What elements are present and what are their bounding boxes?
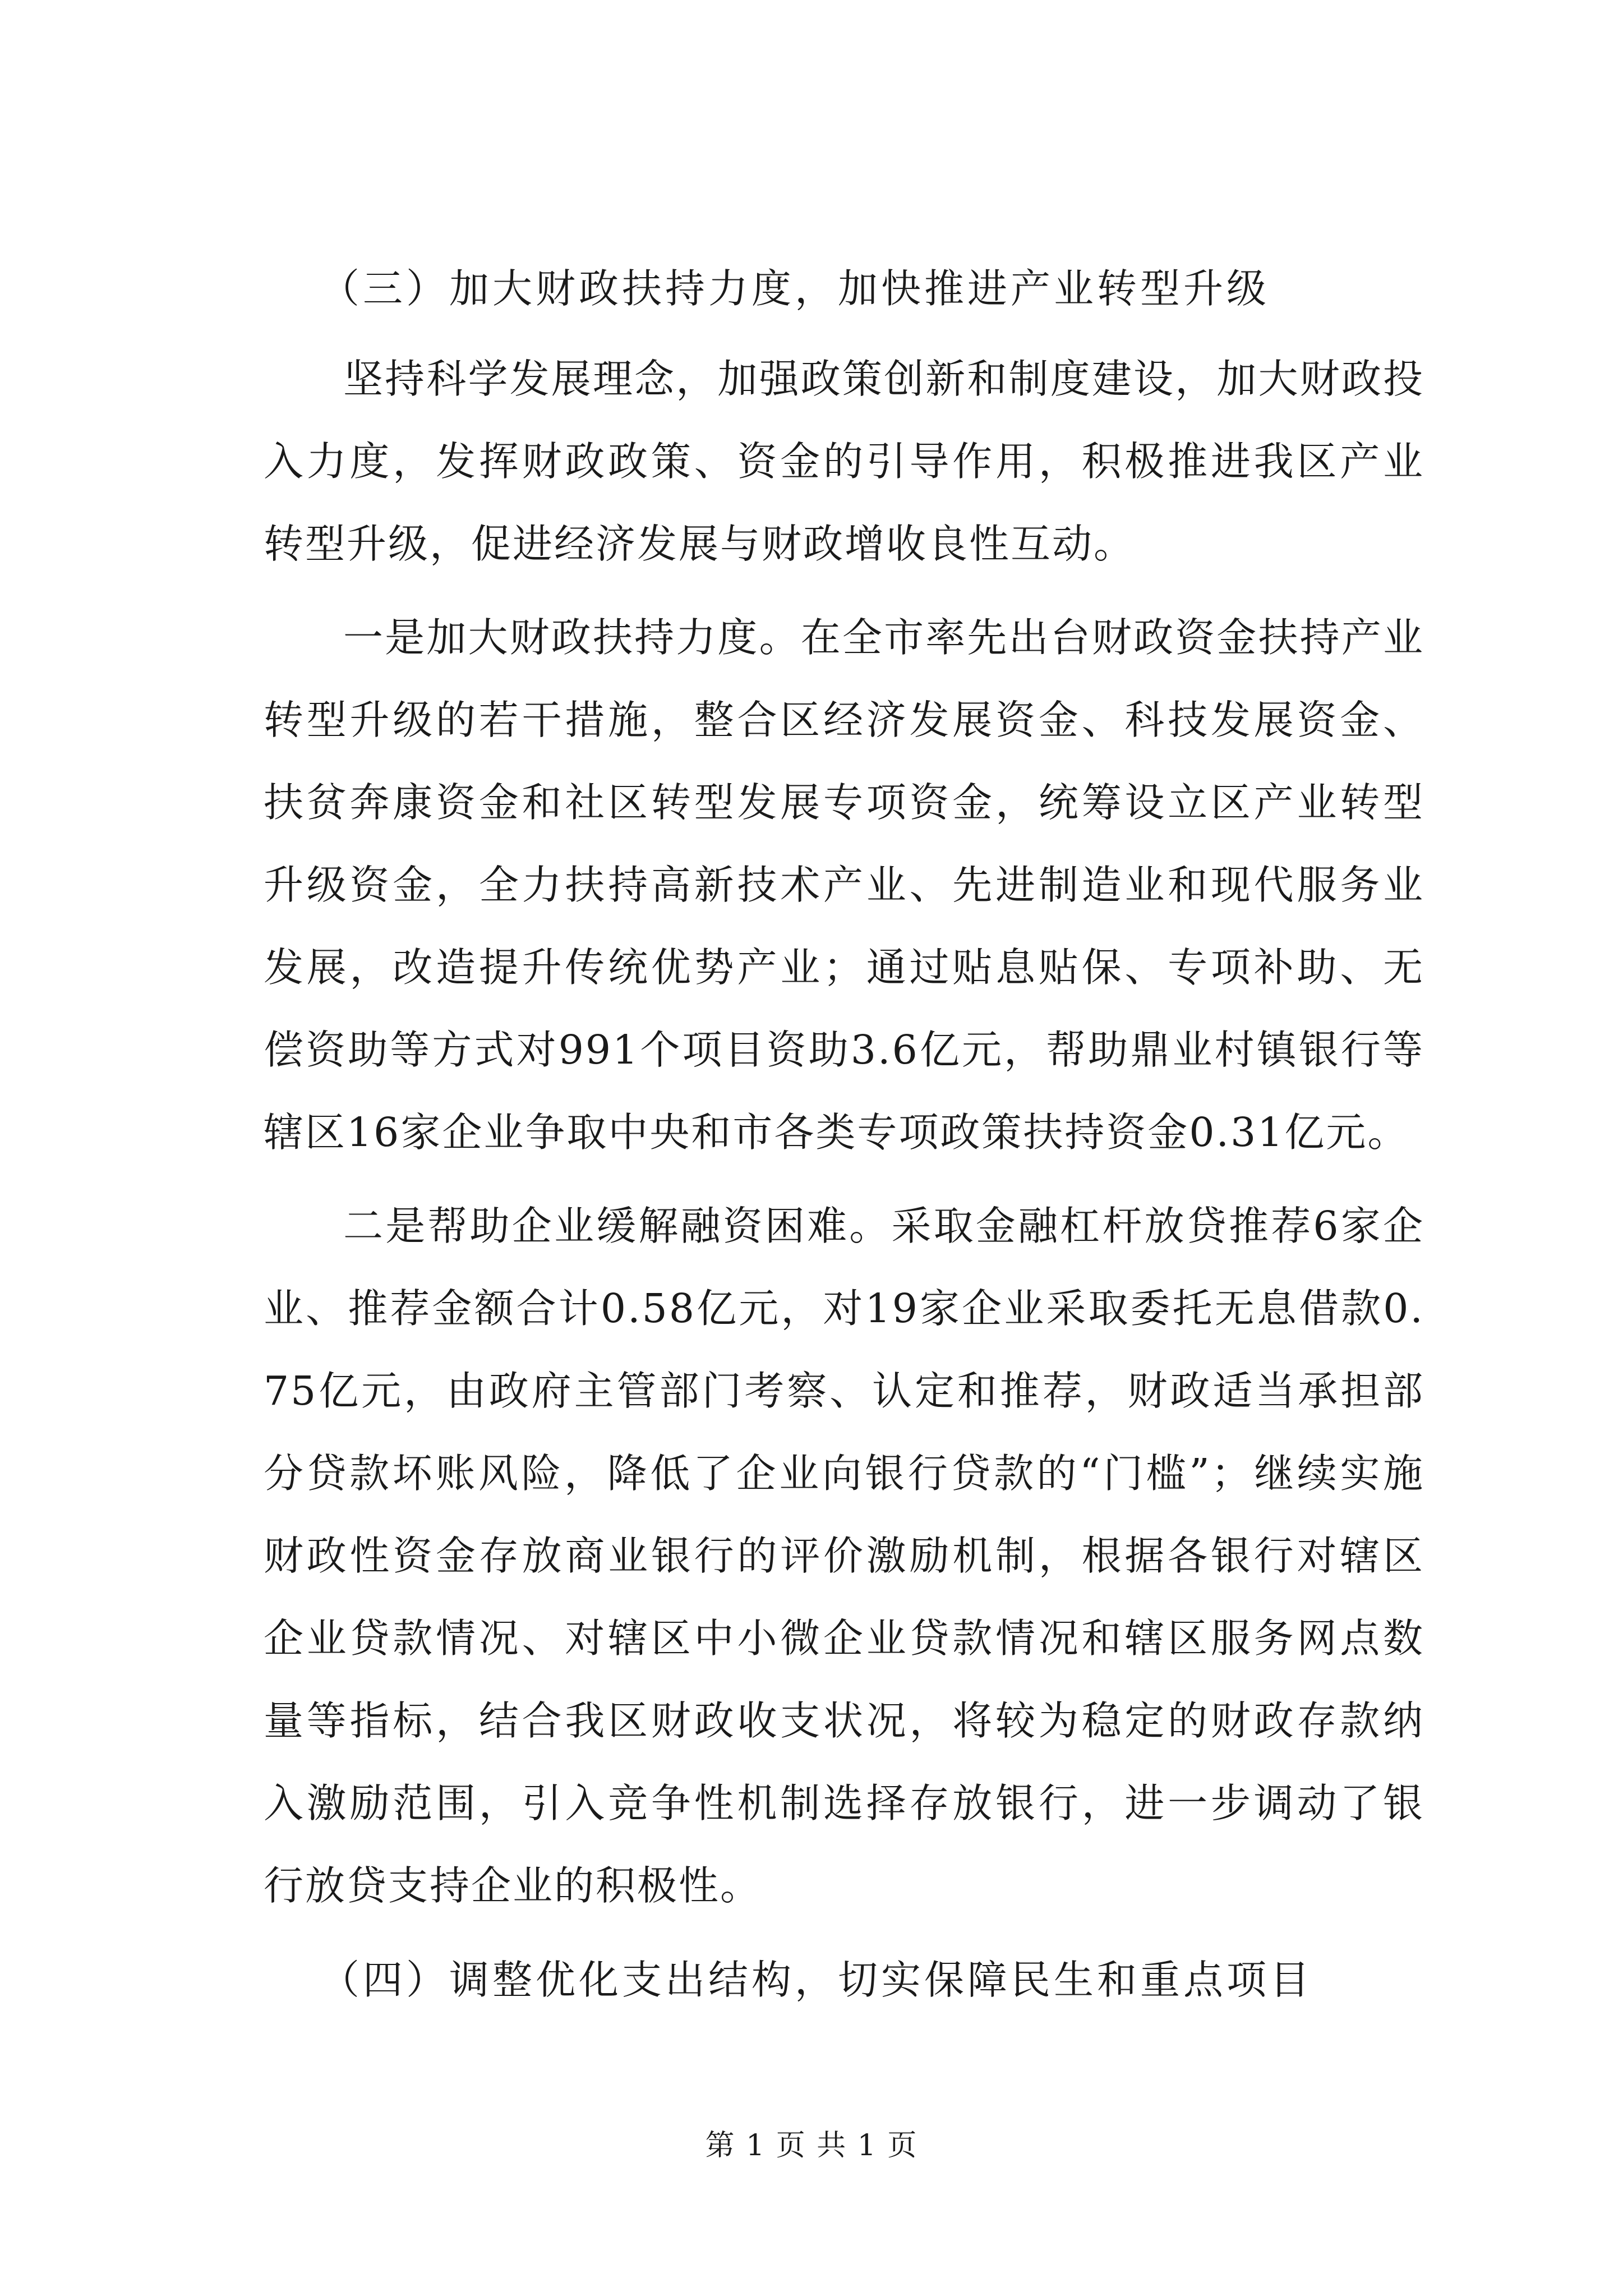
document-body <box>264 261 1424 2008</box>
paragraph-fiscal-support: 一是加大财政扶持力度。在全市率先出台财政资金扶持产业转型升级的若干措施，整合区经济发展资金、科技发展资金、扶贫奔康资金和社区转型发展专项资金，统筹设立区产业转型升级资金，全力扶持高新技术产业、先进制造业和现代服务业发展，改造提升传统优势产业；通过贴息贴保、专项补助、无偿资助等方式对991个项目资助3.6亿元，帮助鼎业村镇银行等辖区16家企业争取中央和市各类专项政策扶持资金0.31亿元。 <box>264 614 1424 1156</box>
section-heading-3: （三）加大财政扶持力度，加快推进产业转型升级 <box>320 265 1270 312</box>
section-heading-4: （四）调整优化支出结构，切实保障民生和重点项目 <box>320 1957 1313 2003</box>
paragraph-development-concept: 坚持科学发展理念，加强政策创新和制度建设，加大财政投入力度，发挥财政政策、资金的引导作用，积极推进我区产业转型升级，促进经济发展与财政增收良性互动。 <box>264 356 1424 567</box>
page-number-footer: 第 1 页 共 1 页 <box>705 2129 918 2162</box>
paragraph-financing-difficulty: 二是帮助企业缓解融资困难。采取金融杠杆放贷推荐6家企业、推荐金额合计0.58亿元，对19家企业采取委托无息借款0.75亿元，由政府主管部门考察、认定和推荐，财政适当承担部分贷款坏账风险，降低了企业向银行贷款的“门槛”；继续实施财政性资金存放商业银行的评价激励机制，根据各银行对辖区企业贷款情况、对辖区中小微企业贷款情况和辖区服务网点数量等指标，结合我区财政收支状况，将较为稳定的财政存款纳入激励范围，引入竞争性机制选择存放银行，进一步调动了银行放贷支持企业的积极性。 <box>264 1203 1424 1909</box>
